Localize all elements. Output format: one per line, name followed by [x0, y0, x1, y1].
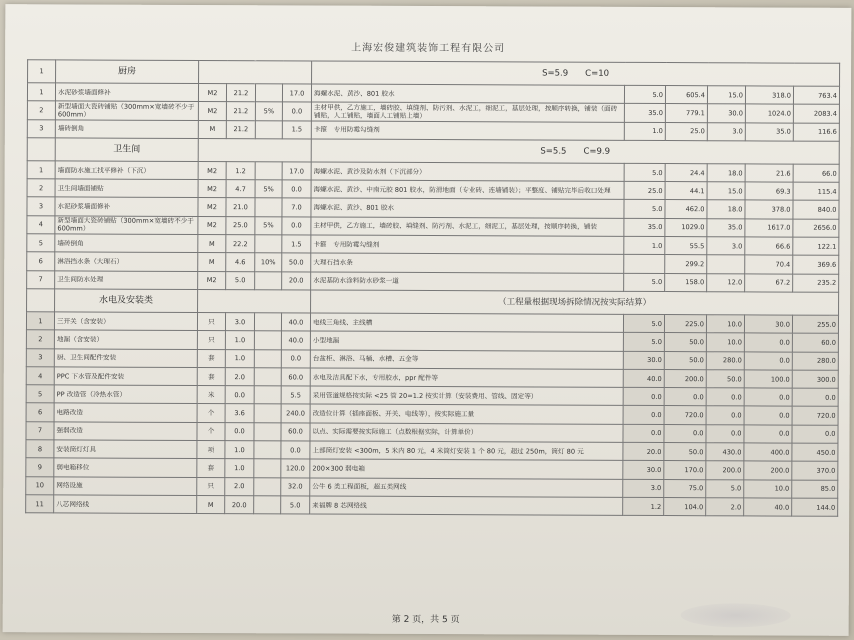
item-name: PP 改造管（冷热水管）: [54, 385, 197, 404]
cost-total: 2083.4: [793, 104, 839, 122]
item-wastage: [254, 386, 281, 404]
item-number: 4: [26, 367, 54, 385]
cost-labor: 0.0: [706, 406, 744, 424]
item-quantity: 1.0: [225, 331, 254, 349]
item-rate: 0.0: [282, 217, 311, 235]
cost-labor-total: 35.0: [745, 122, 793, 141]
cost-labor: 30.0: [707, 104, 745, 122]
cost-labor-total: 100.0: [744, 370, 792, 389]
item-unit: M2: [198, 216, 226, 234]
item-rate: 240.0: [281, 404, 310, 422]
cost-labor-total: 30.0: [744, 315, 792, 334]
section-index: 1: [28, 60, 56, 83]
cost-material: [624, 255, 665, 273]
cost-labor-total: 0.0: [744, 388, 792, 407]
item-number: 5: [26, 385, 54, 403]
cost-subtotal: 55.5: [665, 237, 707, 255]
cost-material: 5.0: [623, 333, 664, 351]
item-unit: 个: [197, 404, 225, 422]
item-name: 电路改造: [54, 403, 197, 422]
item-description: 水电及洁具配下水，专用胶水，ppr 配件等: [310, 368, 623, 388]
item-rate: 32.0: [281, 478, 310, 496]
item-rate: 120.0: [281, 459, 310, 477]
item-wastage: [255, 162, 282, 180]
item-unit: 套: [197, 367, 225, 385]
item-number: 10: [26, 476, 54, 494]
cost-subtotal: 200.0: [664, 369, 706, 387]
item-quantity: 2.0: [225, 477, 254, 495]
cost-material: 35.0: [624, 104, 665, 122]
item-rate: 50.0: [282, 253, 311, 271]
item-unit: 只: [197, 331, 225, 349]
item-number: 11: [26, 495, 54, 513]
cost-subtotal: 720.0: [664, 406, 706, 424]
item-rate: 5.5: [281, 386, 310, 404]
item-number: 7: [27, 270, 55, 288]
item-description: 水泥基防水涂料防水砂浆一道: [311, 272, 624, 292]
cost-material: 5.0: [624, 200, 665, 218]
item-description: 卡箍 专用防霉勾缝剂: [311, 235, 624, 255]
item-number: 2: [26, 330, 54, 348]
cost-labor-total: 70.4: [745, 255, 793, 274]
item-unit: M2: [198, 271, 226, 289]
item-wastage: [255, 198, 282, 216]
item-number: 4: [27, 216, 55, 234]
item-wastage: [254, 459, 281, 477]
cost-labor: 12.0: [707, 273, 745, 291]
cost-labor: 10.0: [706, 315, 744, 333]
item-description: 200×300 弱电箱: [310, 459, 623, 479]
item-unit: M: [198, 253, 226, 271]
cost-material: 0.0: [623, 406, 664, 424]
cost-material: 5.0: [624, 273, 665, 291]
section-index: [27, 289, 55, 312]
item-rate: 0.0: [281, 349, 310, 367]
item-description: 电线三角线、主线槽: [310, 313, 623, 333]
section-name: 厨房: [56, 60, 199, 84]
item-number: 2: [27, 179, 55, 197]
item-rate: 7.0: [282, 198, 311, 216]
cost-material: 20.0: [623, 442, 664, 460]
cost-subtotal: 44.1: [665, 182, 707, 200]
cost-labor-total: 40.0: [744, 498, 792, 517]
cost-subtotal: 299.2: [665, 255, 707, 273]
cost-total: 60.0: [792, 333, 838, 351]
item-number: 2: [27, 101, 55, 119]
cost-labor-total: 1024.0: [745, 104, 793, 123]
cost-subtotal: 170.0: [664, 461, 706, 479]
cost-subtotal: 25.0: [665, 122, 707, 140]
item-number: 3: [26, 348, 54, 366]
cost-subtotal: 462.0: [665, 200, 707, 218]
section-spacer: [198, 289, 311, 312]
item-wastage: [254, 404, 281, 422]
item-wastage: [254, 313, 281, 331]
cost-subtotal: 158.0: [665, 273, 707, 291]
item-description: 主材甲供，乙方施工，墙砖胶、填缝剂、防污剂、水泥工，细泥工，基层处理，按顺序转换，铺装（面砖铺贴，人工铺贴，墙面人工铺贴上墙）: [311, 102, 624, 122]
cost-labor-total: 378.0: [745, 200, 793, 219]
item-name: 卫生间防水处理: [55, 271, 198, 290]
item-name: 新型墙面大瓷砖铺贴（300mm×宽墙砖不少于 600mm）: [55, 216, 198, 235]
item-name: 墙砖倒角: [55, 234, 198, 253]
cost-labor: 18.0: [707, 164, 745, 182]
item-quantity: 1.0: [225, 459, 254, 477]
cost-labor-total: 0.0: [744, 333, 792, 352]
cost-labor-total: 400.0: [744, 443, 792, 462]
cost-material: 0.0: [623, 424, 664, 442]
item-description: 卡箍 专用防霉勾缝剂: [311, 121, 624, 141]
item-unit: M: [198, 120, 226, 138]
item-rate: 0.0: [281, 441, 310, 459]
item-wastage: [254, 331, 281, 349]
item-description: 主材甲供，乙方施工，墙砖胶、填缝剂、防污剂、水泥工，细泥工，基层处理，按顺序转换，铺装: [311, 217, 624, 237]
cost-total: 2656.0: [793, 219, 839, 237]
cost-total: 720.0: [792, 407, 838, 425]
cost-labor: 18.0: [707, 200, 745, 218]
item-rate: 17.0: [282, 162, 311, 180]
cost-labor-total: 0.0: [744, 425, 792, 444]
item-description: 来福牌 8 芯网络线: [310, 496, 623, 516]
item-unit: M: [198, 235, 226, 253]
cost-total: 255.0: [792, 315, 838, 333]
item-number: 5: [27, 234, 55, 252]
cost-subtotal: 50.0: [664, 443, 706, 461]
cost-labor: 5.0: [706, 479, 744, 497]
item-name: 三开关（含安装）: [54, 312, 197, 331]
item-number: 3: [27, 197, 55, 215]
cost-labor-total: 200.0: [744, 461, 792, 480]
table-row: [26, 495, 838, 517]
cost-material: 5.0: [624, 85, 665, 103]
cost-labor: [707, 255, 745, 273]
cost-total: 116.6: [793, 123, 839, 141]
item-unit: 套: [197, 349, 225, 367]
item-quantity: 1.0: [225, 349, 254, 367]
item-rate: 60.0: [281, 423, 310, 441]
cost-total: 369.6: [793, 255, 839, 273]
cost-subtotal: 1029.0: [665, 218, 707, 236]
item-name: 弱电箱移位: [54, 458, 197, 477]
cost-total: 0.0: [792, 388, 838, 406]
item-rate: 60.0: [281, 368, 310, 386]
item-unit: 只: [197, 312, 225, 330]
item-quantity: 22.2: [226, 235, 255, 253]
item-unit: M2: [198, 161, 226, 179]
section-info: S=5.5 C=9.9: [311, 139, 839, 164]
item-wastage: [254, 441, 281, 459]
cost-subtotal: 779.1: [665, 104, 707, 122]
item-name: PPC 下水管及配件安装: [54, 367, 197, 386]
cost-labor: 15.0: [707, 86, 745, 104]
item-number: 3: [27, 119, 55, 137]
item-description: 海螺水泥、黄沙、801 胶水: [311, 84, 624, 104]
item-name: 强弱改造: [54, 422, 197, 441]
cost-labor: 50.0: [706, 370, 744, 388]
item-name: 网络设施: [54, 477, 197, 496]
cost-labor: 3.0: [707, 122, 745, 140]
item-rate: 0.0: [282, 180, 311, 198]
section-info: （工程量根据现场拆除情况按实际结算）: [311, 290, 839, 315]
cost-labor-total: 69.3: [745, 182, 793, 201]
cost-total: 370.0: [792, 461, 838, 479]
section-spacer: [199, 61, 312, 84]
item-quantity: 3.0: [225, 313, 254, 331]
cost-subtotal: 0.0: [664, 424, 706, 442]
item-name: 墙面防水施工找平修补（下沉）: [55, 161, 198, 180]
item-wastage: [254, 368, 281, 386]
cost-labor: 35.0: [707, 219, 745, 237]
item-description: 大理石挡水条: [311, 253, 624, 273]
cost-subtotal: 225.0: [664, 315, 706, 333]
item-name: 厨、卫生间配件安装: [54, 348, 197, 367]
item-wastage: [254, 496, 281, 514]
item-quantity: 3.6: [225, 404, 254, 422]
cost-material: 0.0: [623, 388, 664, 406]
item-quantity: 21.2: [226, 120, 255, 138]
item-number: 1: [27, 83, 55, 101]
item-quantity: 25.0: [226, 216, 255, 234]
item-unit: 米: [197, 386, 225, 404]
item-quantity: 21.0: [226, 198, 255, 216]
cost-total: 144.0: [792, 498, 838, 516]
quotation-table: [25, 59, 840, 517]
cost-material: 1.2: [623, 497, 664, 515]
cost-material: 40.0: [623, 369, 664, 387]
cost-labor-total: 0.0: [744, 406, 792, 425]
item-wastage: [254, 477, 281, 495]
item-quantity: 2.0: [225, 367, 254, 385]
cost-labor-total: 10.0: [744, 480, 792, 499]
item-description: 以点、实际需要按实际施工（点数根据实际，计算单价）: [310, 423, 623, 443]
cost-labor-total: 67.2: [745, 274, 793, 293]
item-wastage: 10%: [255, 253, 282, 271]
item-wastage: [255, 84, 282, 102]
section-index: [27, 138, 55, 161]
cost-material: 35.0: [624, 218, 665, 236]
cost-labor: 280.0: [706, 351, 744, 369]
item-rate: 20.0: [282, 272, 311, 290]
item-unit: M2: [198, 84, 226, 102]
cost-subtotal: 24.4: [665, 163, 707, 181]
item-number: 9: [26, 458, 54, 476]
cost-labor: 430.0: [706, 443, 744, 461]
item-wastage: 5%: [255, 217, 282, 235]
cost-subtotal: 104.0: [664, 497, 706, 515]
cost-labor: 2.0: [706, 498, 744, 516]
cost-labor-total: 0.0: [744, 351, 792, 370]
item-unit: 套: [197, 459, 225, 477]
cost-total: 85.0: [792, 480, 838, 498]
item-description: 海螺水泥、黄沙及防水剂（下沉部分）: [311, 162, 624, 182]
cost-total: 66.0: [793, 164, 839, 182]
cost-material: 30.0: [623, 351, 664, 369]
cost-labor: 10.0: [706, 333, 744, 351]
item-description: 海螺水泥、黄沙、801 胶水: [311, 198, 624, 218]
cost-labor: 0.0: [706, 388, 744, 406]
cost-total: 840.0: [793, 201, 839, 219]
item-quantity: 21.2: [226, 84, 255, 102]
item-number: 1: [26, 312, 54, 330]
cost-material: 3.0: [623, 479, 664, 497]
item-wastage: [254, 422, 281, 440]
item-description: 采用管道规格按实际 <25 管 20=1.2 按实计算（安装费用、管线、固定等）: [310, 386, 623, 406]
item-quantity: 1.0: [225, 441, 254, 459]
item-name: 安装筒灯灯具: [54, 440, 197, 459]
cost-subtotal: 50.0: [664, 333, 706, 351]
cost-total: 122.1: [793, 237, 839, 255]
item-rate: 17.0: [282, 84, 311, 102]
item-quantity: 20.0: [225, 496, 254, 514]
item-quantity: 21.2: [226, 102, 255, 120]
cost-total: 300.0: [792, 370, 838, 388]
item-quantity: 4.7: [226, 180, 255, 198]
item-number: 7: [26, 422, 54, 440]
company-header: 上海宏俊建筑装饰工程有限公司: [351, 42, 506, 55]
section-info: S=5.9 C=10: [312, 61, 840, 86]
item-unit: M: [197, 495, 225, 513]
item-unit: M2: [198, 102, 226, 120]
item-description: 上部筒灯安装 <300m，5 米内 80 元，4 米筒灯安装 1 个 80 元，超过 250m，筒灯 80 元: [310, 441, 623, 461]
section-name: 水电及安装类: [55, 289, 198, 313]
page-footer: 第 2 页，共 5 页: [391, 614, 460, 626]
item-rate: 40.0: [281, 331, 310, 349]
section-name: 卫生间: [55, 138, 198, 162]
item-wastage: [255, 120, 282, 138]
cost-material: 25.0: [624, 182, 665, 200]
item-name: 卫生间墙面铺贴: [55, 179, 198, 198]
cost-total: 115.4: [793, 182, 839, 200]
cost-labor: 200.0: [706, 461, 744, 479]
item-wastage: [255, 271, 282, 289]
item-rate: 5.0: [281, 496, 310, 514]
cost-labor-total: 66.6: [745, 237, 793, 256]
item-unit: 个: [197, 422, 225, 440]
item-unit: 只: [197, 477, 225, 495]
item-description: 海螺水泥、黄沙、中南元胶 801 胶水，防滑地面（专业砖、连墙铺装）；平整度、铺贴完毕后收口处理: [311, 180, 624, 200]
section-spacer: [198, 138, 311, 161]
item-quantity: 0.0: [225, 386, 254, 404]
item-description: 改造位计算（插座面板、开关、电线等），按实际施工量: [310, 404, 623, 424]
item-wastage: [255, 235, 282, 253]
item-quantity: 5.0: [226, 271, 255, 289]
cost-total: 235.2: [793, 274, 839, 292]
item-rate: 40.0: [281, 313, 310, 331]
item-wastage: 5%: [255, 102, 282, 120]
cost-labor-total: 21.6: [745, 164, 793, 183]
item-description: 小型地漏: [310, 331, 623, 351]
cost-labor-total: 1617.0: [745, 219, 793, 238]
item-wastage: 5%: [255, 180, 282, 198]
item-number: 6: [27, 252, 55, 270]
cost-labor: 0.0: [706, 424, 744, 442]
cost-total: 280.0: [792, 352, 838, 370]
item-name: 新型墙面大瓷砖铺贴（300mm×宽墙砖不少于 600mm）: [55, 101, 198, 120]
item-name: 墙砖倒角: [55, 119, 198, 138]
item-unit: M2: [198, 198, 226, 216]
cost-material: 5.0: [623, 314, 664, 332]
cost-total: 0.0: [792, 425, 838, 443]
item-wastage: [254, 349, 281, 367]
item-rate: 1.5: [282, 120, 311, 138]
item-unit: M2: [198, 180, 226, 198]
ink-mark: [681, 603, 791, 627]
cost-labor: 15.0: [707, 182, 745, 200]
cost-subtotal: 50.0: [664, 351, 706, 369]
cost-material: 1.0: [624, 122, 665, 140]
cost-material: 30.0: [623, 461, 664, 479]
cost-labor-total: 318.0: [745, 86, 793, 105]
cost-total: 763.4: [793, 86, 839, 104]
cost-subtotal: 605.4: [665, 86, 707, 104]
cost-subtotal: 0.0: [664, 388, 706, 406]
cost-labor: 3.0: [707, 237, 745, 255]
item-quantity: 4.6: [226, 253, 255, 271]
item-number: 1: [27, 161, 55, 179]
item-quantity: 0.0: [225, 422, 254, 440]
item-description: 公牛 6 类工程面板，超五类网线: [310, 478, 623, 498]
item-name: 水泥砂浆墙面修补: [55, 83, 198, 102]
item-rate: 1.5: [282, 235, 311, 253]
cost-subtotal: 75.0: [664, 479, 706, 497]
cost-material: 5.0: [624, 163, 665, 181]
cost-material: 1.0: [624, 236, 665, 254]
item-description: 台盆柜、淋浴、马桶、水槽、五金等: [310, 350, 623, 370]
paper-page: [3, 4, 852, 636]
item-number: 8: [26, 440, 54, 458]
item-unit: 项: [197, 441, 225, 459]
item-name: 水泥砂浆墙面修补: [55, 197, 198, 216]
item-quantity: 1.2: [226, 162, 255, 180]
item-rate: 0.0: [282, 102, 311, 120]
item-name: 八芯网络线: [54, 495, 197, 514]
cost-total: 450.0: [792, 443, 838, 461]
item-name: 淋浴挡水条（大理石）: [55, 252, 198, 271]
item-name: 地漏（含安装）: [54, 330, 197, 349]
item-number: 6: [26, 403, 54, 421]
